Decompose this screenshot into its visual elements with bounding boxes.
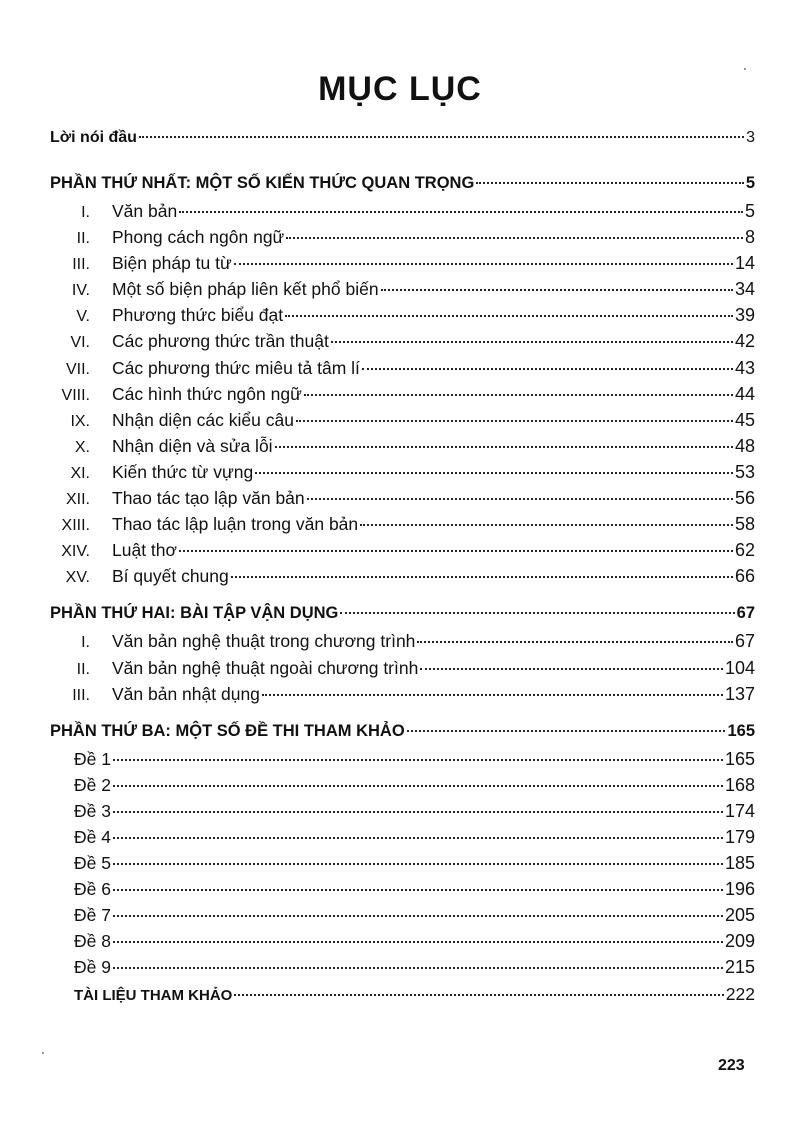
- toc-page: 56: [734, 488, 755, 509]
- toc-part-label: PHẦN THỨ HAI: BÀI TẬP VẬN DỤNG: [50, 604, 339, 623]
- dot-leader: [113, 759, 723, 761]
- toc-num: VIII.: [61, 386, 90, 404]
- dot-leader: [113, 941, 723, 943]
- toc-label: Các phương thức miêu tả tâm lí: [112, 357, 360, 378]
- toc-label: Lời nói đầu: [50, 129, 137, 146]
- toc-page: 3: [746, 129, 755, 146]
- toc-label: Văn bản nghệ thuật ngoài chương trình: [112, 657, 419, 678]
- dot-leader: [113, 811, 723, 813]
- toc-entry[interactable]: [50, 407, 755, 433]
- toc-page: 185: [724, 853, 755, 874]
- toc-entry[interactable]: [50, 459, 755, 485]
- toc-label: Biện pháp tu từ: [112, 253, 232, 274]
- toc-entry[interactable]: [50, 276, 755, 302]
- dot-leader: [362, 368, 733, 370]
- toc-page: 179: [724, 826, 755, 847]
- toc-num: IX.: [70, 412, 90, 430]
- toc-label: Một số biện pháp liên kết phổ biến: [112, 279, 379, 300]
- toc-page: 196: [724, 879, 755, 900]
- dot-leader: [286, 237, 743, 239]
- toc-entry[interactable]: [50, 681, 755, 707]
- dot-leader: [331, 341, 733, 343]
- toc-entry[interactable]: [50, 433, 755, 459]
- toc-page: 5: [745, 174, 755, 192]
- dot-leader: [139, 136, 744, 138]
- toc-page: 222: [725, 983, 755, 1004]
- toc-label: Thao tác lập luận trong văn bản: [112, 514, 359, 535]
- toc-page: 34: [734, 279, 755, 300]
- toc-label: Nhận diện các kiểu câu: [112, 409, 294, 430]
- dot-leader: [113, 967, 723, 969]
- toc-entry-exam[interactable]: [50, 902, 755, 928]
- toc-num: X.: [74, 438, 90, 456]
- toc-label: Văn bản: [112, 201, 178, 221]
- toc-page: 174: [724, 800, 755, 821]
- toc-num: XV.: [65, 569, 90, 587]
- toc-label: Phương thức biểu đạt: [112, 305, 284, 326]
- toc-entry-exam[interactable]: [50, 824, 755, 850]
- scan-speck: [42, 1052, 44, 1054]
- toc-num: I.: [81, 634, 90, 652]
- dot-leader: [179, 211, 743, 213]
- toc-entry[interactable]: [50, 250, 755, 276]
- dot-leader: [340, 612, 734, 614]
- dot-leader: [262, 694, 723, 696]
- toc-entry[interactable]: [50, 537, 755, 563]
- page-title: MỤC LỤC: [318, 70, 482, 108]
- toc-page: 45: [734, 409, 755, 430]
- dot-leader: [113, 889, 723, 891]
- dot-leader: [179, 550, 733, 552]
- toc-num: I.: [81, 204, 90, 221]
- toc-entry-references[interactable]: [50, 981, 755, 1007]
- dot-leader: [360, 524, 733, 526]
- toc-part-1[interactable]: [50, 170, 755, 198]
- toc-label: Phong cách ngôn ngữ: [112, 227, 285, 248]
- toc-label: Các phương thức trần thuật: [112, 331, 329, 352]
- toc-page: 43: [734, 357, 755, 378]
- toc-num: III.: [72, 256, 90, 274]
- dot-leader: [113, 915, 723, 917]
- toc-label: Đề 1: [74, 748, 111, 769]
- toc-label: TÀI LIỆU THAM KHẢO: [74, 986, 233, 1004]
- toc-part-2[interactable]: [50, 600, 755, 628]
- toc-page: 205: [724, 905, 755, 926]
- toc-page: 67: [736, 604, 755, 623]
- toc-page: 137: [724, 683, 755, 704]
- toc-num: XIII.: [61, 517, 90, 535]
- toc-page: 67: [734, 631, 755, 652]
- dot-leader: [255, 472, 733, 474]
- toc-page: 104: [724, 657, 755, 678]
- toc-entry[interactable]: [50, 563, 755, 589]
- toc-entry[interactable]: [50, 302, 755, 328]
- toc-entry[interactable]: [50, 485, 755, 511]
- toc-part-label: PHẦN THỨ NHẤT: MỘT SỐ KIẾN THỨC QUAN TRỌNG: [50, 174, 475, 192]
- toc-entry-exam[interactable]: [50, 798, 755, 824]
- dot-leader: [304, 394, 733, 396]
- toc-num: VII.: [65, 360, 90, 378]
- toc-page: 58: [734, 514, 755, 535]
- toc-num: II.: [76, 230, 90, 248]
- toc-num: V.: [76, 308, 90, 326]
- scan-speck: [744, 68, 746, 70]
- toc-part-3[interactable]: [50, 718, 755, 746]
- toc-label: Văn bản nghệ thuật trong chương trình: [112, 631, 416, 652]
- toc-label: Đề 9: [74, 957, 111, 978]
- toc-page: 5: [744, 201, 755, 221]
- dot-leader: [113, 837, 723, 839]
- toc-page: 165: [727, 721, 755, 740]
- dot-leader: [113, 785, 723, 787]
- dot-leader: [407, 730, 726, 732]
- dot-leader: [275, 446, 733, 448]
- toc-label: Bí quyết chung: [112, 566, 229, 587]
- toc-num: XIV.: [61, 543, 90, 561]
- toc-num: IV.: [71, 282, 90, 300]
- dot-leader: [417, 641, 733, 643]
- toc-entry-exam[interactable]: [50, 746, 755, 772]
- page-number: 223: [718, 1057, 745, 1074]
- dot-leader: [307, 498, 733, 500]
- dot-leader: [285, 315, 733, 317]
- toc-page: 42: [734, 331, 755, 352]
- toc-num: II.: [76, 660, 90, 678]
- toc-label: Đề 4: [74, 826, 111, 847]
- toc-label: Luật thơ: [112, 540, 177, 561]
- table-of-contents: [50, 125, 755, 1007]
- toc-entry-exam[interactable]: [50, 850, 755, 876]
- toc-page: 48: [734, 435, 755, 456]
- toc-page: 215: [724, 957, 755, 978]
- toc-entry[interactable]: [50, 655, 755, 681]
- toc-num: XI.: [70, 464, 90, 482]
- toc-entry[interactable]: [50, 381, 755, 407]
- toc-page: 8: [744, 227, 755, 248]
- toc-part-label: PHẦN THỨ BA: MỘT SỐ ĐỀ THI THAM KHẢO: [50, 721, 405, 740]
- toc-label: Đề 8: [74, 931, 111, 952]
- dot-leader: [420, 668, 723, 670]
- toc-label: Các hình thức ngôn ngữ: [112, 383, 302, 404]
- dot-leader: [234, 994, 723, 996]
- toc-entry-intro[interactable]: [50, 125, 755, 170]
- toc-label: Đề 7: [74, 905, 111, 926]
- toc-page: 168: [724, 774, 755, 795]
- toc-label: Nhận diện và sửa lỗi: [112, 435, 273, 456]
- toc-entry[interactable]: [50, 328, 755, 354]
- toc-entry[interactable]: [50, 511, 755, 537]
- dot-leader: [234, 263, 733, 265]
- toc-page: 53: [734, 461, 755, 482]
- toc-label: Đề 6: [74, 879, 111, 900]
- dot-leader: [476, 182, 744, 184]
- toc-entry-exam[interactable]: [50, 772, 755, 798]
- toc-page: 39: [734, 305, 755, 326]
- toc-entry[interactable]: [50, 355, 755, 381]
- toc-page: 62: [734, 540, 755, 561]
- toc-entry-exam[interactable]: [50, 928, 755, 954]
- toc-page: 209: [724, 931, 755, 952]
- toc-page: 66: [734, 566, 755, 587]
- toc-label: Văn bản nhật dụng: [112, 683, 260, 704]
- dot-leader: [381, 289, 733, 291]
- dot-leader: [113, 863, 723, 865]
- toc-label: Thao tác tạo lập văn bản: [112, 488, 305, 509]
- toc-page: 165: [724, 748, 755, 769]
- dot-leader: [231, 576, 733, 578]
- toc-entry[interactable]: [50, 628, 755, 654]
- toc-label: Đề 5: [74, 853, 111, 874]
- toc-page: 44: [734, 383, 755, 404]
- toc-entry-exam[interactable]: [50, 954, 755, 980]
- toc-entry[interactable]: [50, 198, 755, 224]
- dot-leader: [296, 420, 733, 422]
- toc-num: VI.: [70, 334, 90, 352]
- toc-entry[interactable]: [50, 224, 755, 250]
- toc-label: Kiến thức từ vựng: [112, 461, 254, 482]
- toc-entry-exam[interactable]: [50, 876, 755, 902]
- toc-label: Đề 2: [74, 774, 111, 795]
- toc-num: III.: [72, 686, 90, 704]
- toc-label: Đề 3: [74, 800, 111, 821]
- toc-num: XII.: [65, 491, 90, 509]
- toc-page: 14: [734, 253, 755, 274]
